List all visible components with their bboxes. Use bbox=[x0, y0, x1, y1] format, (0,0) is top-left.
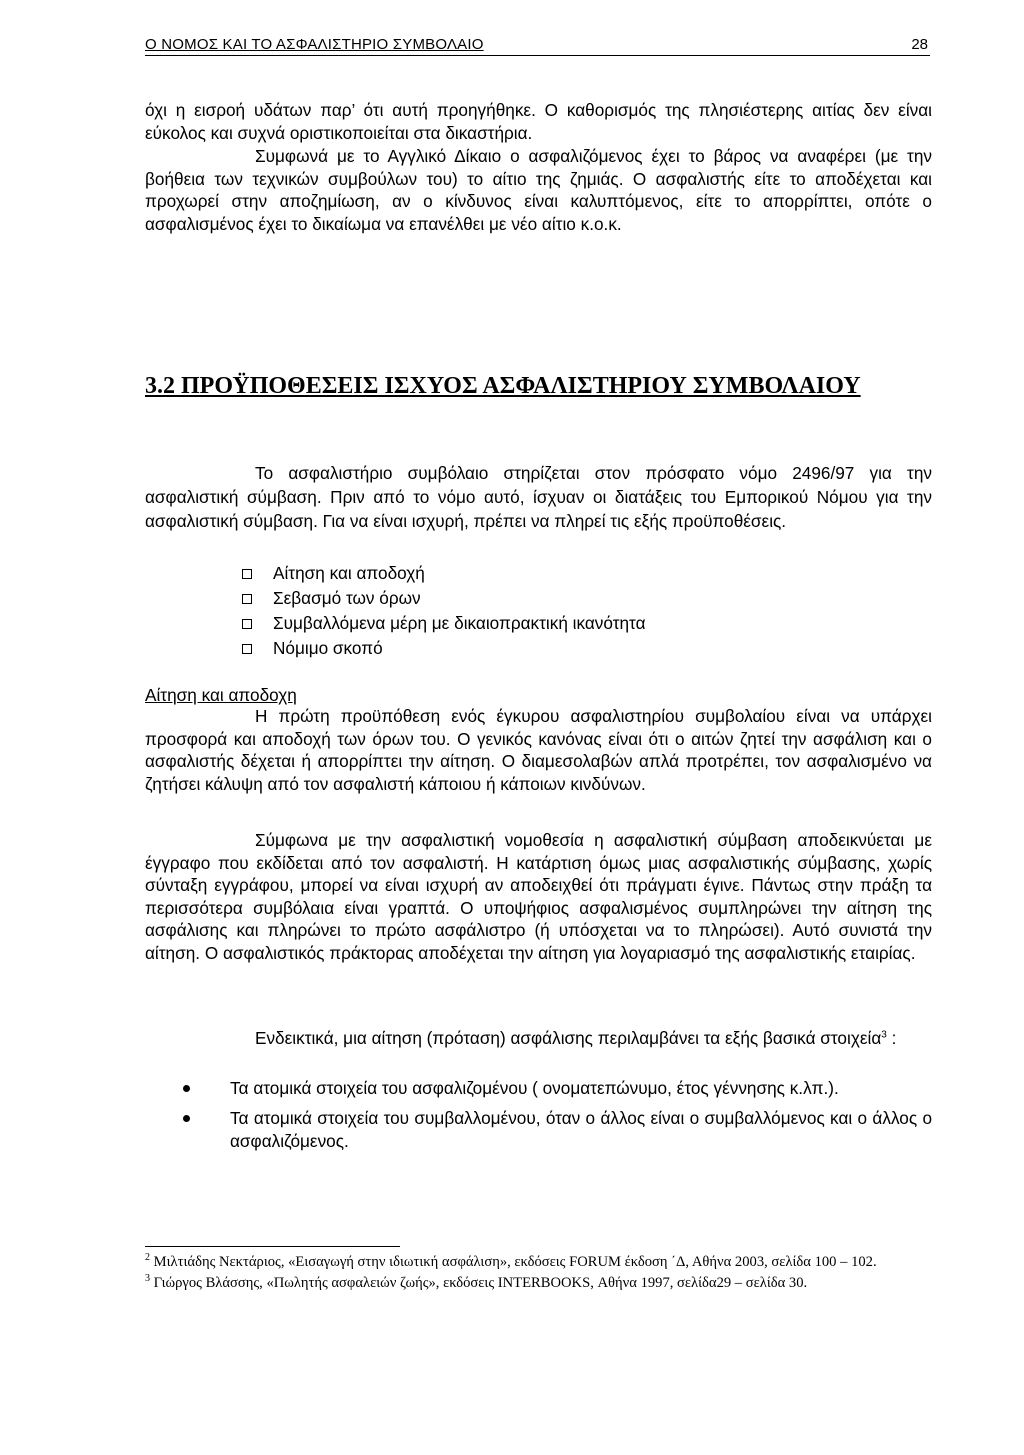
subsection-paragraph-2: Σύμφωνα με την ασφαλιστική νομοθεσία η ασφαλιστική σύμβαση αποδεικνύεται με έγγραφο που εκδίδεται από τον ασφαλιστή. Η κατάρτιση όμως μιας ασφαλιστικής σύμβασης, χωρίς σύνταξη εγγράφου, μπορεί να είναι ισχυρή αν αποδειχθεί ότι πράγματι έγινε. Πάντως στην πράξη τα περισσότερα συμβόλαια είναι γραπτά. Ο υποψήφιος ασφαλισμένος συμπληρώνει την αίτηση της ασφάλισης και πληρώνει το πρώτο ασφάλιστρο (ή υπόσχεται να το πληρώσει). Αυτό συνιστά την αίτηση. Ο ασφαλιστικός πράκτορας αποδέχεται την αίτηση για λογαριασμό της ασφαλιστικής εταιρίας. bbox=[145, 830, 932, 963]
condition-label: Σεβασμό των όρων bbox=[273, 588, 421, 608]
condition-label: Νόμιμο σκοπό bbox=[273, 638, 383, 658]
list-item bbox=[242, 636, 646, 661]
list-item bbox=[145, 1077, 932, 1100]
section-paragraph-1: Το ασφαλιστήριο συμβόλαιο στηρίζεται στον πρόσφατο νόμο 2496/97 για την ασφαλιστική σύμβαση. Πριν από το νόμο αυτό, ίσχυαν οι διατάξεις του Εμπορικού Νόμου για την ασφαλιστική σύμβαση. Για να είναι ισχυρή, πρέπει να πληρεί τις εξής προϋποθέσεις. bbox=[145, 463, 932, 531]
bullet-icon bbox=[183, 1115, 190, 1122]
condition-label: Αίτηση και αποδοχή bbox=[273, 563, 425, 583]
list-item bbox=[242, 611, 646, 636]
checkbox-icon bbox=[242, 594, 252, 604]
intro-paragraph-2: Συμφωνά με το Αγγλικό Δίκαιο ο ασφαλιζόμενος έχει το βάρος να αναφέρει (με την βοήθεια των τεχνικών συμβούλων του) το αίτιο της ζημιάς. Ο ασφαλιστής είτε το αποδέχεται και προχωρεί στην αποζημίωση, αν ο κίνδυνος είναι καλυπτόμενος, είτε το απορρίπτει, οπότε ο ασφαλισμένος έχει το δικαίωμα να επανέλθει με νέο αίτιο κ.ο.κ. bbox=[145, 146, 932, 234]
subsection-paragraph-3 bbox=[145, 1027, 932, 1050]
list-item bbox=[145, 1107, 932, 1153]
checkbox-icon bbox=[242, 569, 252, 579]
subsection-title: Αίτηση και αποδοχη bbox=[145, 685, 297, 705]
footnote-divider bbox=[145, 1246, 400, 1247]
list-item bbox=[242, 586, 646, 611]
checkbox-icon bbox=[242, 644, 252, 654]
list-item bbox=[242, 561, 646, 586]
paragraph-text: Ενδεικτικά, μια αίτηση (πρόταση) ασφάλισης περιλαμβάνει τα εξής βασικά στοιχεία bbox=[255, 1028, 882, 1048]
running-header bbox=[145, 36, 930, 56]
conditions-list bbox=[242, 561, 646, 661]
condition-label: Συμβαλλόμενα μέρη με δικαιοπρακτική ικανότητα bbox=[273, 613, 646, 633]
footnote-ref: 3 bbox=[881, 1029, 887, 1041]
footnotes bbox=[145, 1253, 930, 1294]
paragraph-end: : bbox=[886, 1028, 897, 1048]
footnote-number: 3 bbox=[145, 1272, 150, 1284]
bullet-icon bbox=[183, 1085, 190, 1092]
footnote-number: 2 bbox=[145, 1252, 150, 1264]
footnote-text: Γιώργος Βλάσσης, «Πωλητής ασφαλειών ζωής», εκδόσεις INTERBOOKS, Αθήνα 1997, σελίδα29 – σελίδα 30. bbox=[153, 1274, 808, 1291]
intro-paragraph-1: όχι η εισροή υδάτων παρ’ ότι αυτή προηγήθηκε. Ο καθορισμός της πλησιέστερης αιτίας δεν είναι εύκολος και συχνά οριστικοποιείται στα δικαστήρια. bbox=[145, 100, 932, 143]
application-items-list bbox=[145, 1077, 932, 1160]
subsection-paragraph-1: Η πρώτη προϋπόθεση ενός έγκυρου ασφαλιστηρίου συμβολαίου είναι να υπάρχει προσφορά και αποδοχή των όρων του. Ο γενικός κανόνας είναι ότι ο αιτών ζητεί την ασφάλιση και ο ασφαλιστής δέχεται ή απορρίπτει την αίτηση. Ο διαμεσολαβών απλά προτρέπει, τον ασφαλισμένο να ζητήσει κάλυψη από τον ασφαλιστή κάποιου ή κάποιων κινδύνων. bbox=[145, 706, 932, 794]
bullet-text: Τα ατομικά στοιχεία του συμβαλλομένου, όταν ο άλλος είναι ο συμβαλλόμενος και ο άλλος ο ασφαλιζόμενος. bbox=[230, 1108, 932, 1151]
footnote bbox=[145, 1253, 930, 1273]
section-heading: 3.2 ΠΡΟΫΠΟΘΕΣΕΙΣ ΙΣΧΥΟΣ ΑΣΦΑΛΙΣΤΗΡΙΟΥ ΣΥΜΒΟΛΑΙΟΥ bbox=[145, 373, 861, 399]
footnote bbox=[145, 1274, 930, 1294]
header-title: Ο ΝΟΜΟΣ ΚΑΙ ΤΟ ΑΣΦΑΛΙΣΤΗΡΙΟ ΣΥΜΒΟΛΑΙΟ bbox=[145, 36, 484, 53]
bullet-text: Τα ατομικά στοιχεία του ασφαλιζομένου ( ονοματεπώνυμο, έτος γέννησης κ.λπ.). bbox=[230, 1078, 839, 1098]
page-number: 28 bbox=[911, 36, 928, 53]
footnote-text: Μιλτιάδης Νεκτάριος, «Εισαγωγή στην ιδιωτική ασφάλιση», εκδόσεις FORUM έκδοση ΄Δ, Αθήνα 2003, σελίδα 100 – 102. bbox=[153, 1254, 877, 1270]
checkbox-icon bbox=[242, 619, 252, 629]
